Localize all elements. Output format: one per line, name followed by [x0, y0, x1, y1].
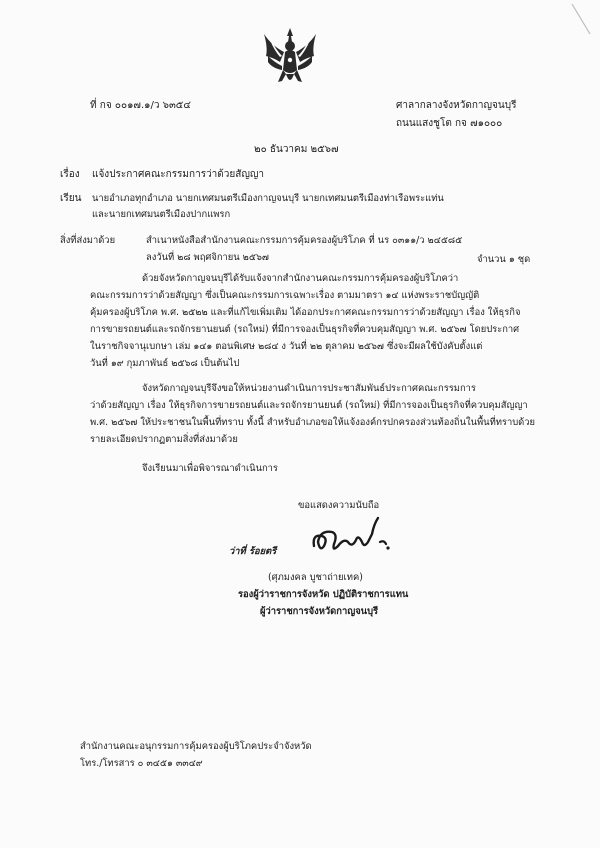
office-address-line2: ถนนแสงชูโต กจ ๗๑๐๐๐ — [396, 118, 503, 129]
enclosure-count: จำนวน ๑ ชุด — [477, 254, 531, 265]
body-para1-line1: ด้วยจังหวัดกาญจนบุรีได้รับแจ้งจากสำนักงานคณะกรรมการคุ้มครองผู้บริโภคว่า — [142, 273, 459, 284]
handwritten-signature — [308, 512, 394, 562]
body-para1-line5: ในราชกิจจานุเบกษา เล่ม ๑๔๑ ตอนพิเศษ ๒๘๔ ง วันที่ ๒๒ ตุลาคม ๒๕๖๗ ซึ่งจะมีผลใช้บังคับตั้งแต่ — [90, 341, 483, 352]
footer-office: สำนักงานคณะอนุกรรมการคุ้มครองผู้บริโภคประจำจังหวัด — [80, 741, 312, 752]
enclosure-label: สิ่งที่ส่งมาด้วย — [60, 235, 116, 246]
body-para2-line3: พ.ศ. ๒๕๖๗ ให้ประชาชนในพื้นที่ทราบ ทั้งนี้ สำหรับอำเภอขอให้แจ้งองค์กรปกครองส่วนท้องถิ่นในพื้นที่ทราบด้วย — [90, 417, 536, 428]
body-para1-line2: คณะกรรมการว่าด้วยสัญญา ซึ่งเป็นคณะกรรมการเฉพาะเรื่อง ตามมาตรา ๑๔ แห่งพระราชบัญญัติ — [90, 290, 480, 301]
body-para1-line3: คุ้มครองผู้บริโภค พ.ศ. ๒๕๒๒ และที่แก้ไขเพิ่มเติม ได้ออกประกาศคณะกรรมการว่าด้วยสัญญา เรื่อง ให้ธุรกิจ — [90, 307, 521, 318]
body-para2-line2: ว่าด้วยสัญญา เรื่อง ให้ธุรกิจการขายรถยนต์และรถจักรยานยนต์ (รถใหม่) ที่มีการจองเป็นธุรกิจที่ควบคุมสัญญา — [90, 400, 528, 411]
body-para2-line4: รายละเอียดปรากฏตามสิ่งที่ส่งมาด้วย — [90, 434, 238, 445]
recipient-line1: นายอำเภอทุกอำเภอ นายกเทศมนตรีเมืองกาญจนบุรี นายกเทศมนตรีเมืองท่าเรือพระแท่น — [92, 193, 444, 204]
document-number: ที่ กจ ๐๐๑๗.๑/ว ๖๓๕๔ — [90, 100, 191, 111]
recipient-label: เรียน — [60, 193, 82, 204]
handwritten-rank-note: ว่าที่ ร้อยตรี — [229, 546, 277, 557]
recipient-line2: และนายกเทศมนตรีเมืองปากแพรก — [92, 209, 231, 220]
letter-date: ๒๐ ธันวาคม ๒๕๖๗ — [254, 144, 339, 155]
enclosure-line1: สำเนาหนังสือสำนักงานคณะกรรมการคุ้มครองผู้บริโภค ที่ นร ๐๓๑๑/ว ๒๔๕๘๕ — [146, 235, 463, 246]
signer-position-line1: รองผู้ว่าราชการจังหวัด ปฏิบัติราชการแทน — [238, 589, 409, 600]
body-para1-line4: การขายรถยนต์และรถจักรยานยนต์ (รถใหม่) ที่มีการจองเป็นธุรกิจที่ควบคุมสัญญา พ.ศ. ๒๕๖๗ โดยประกาศ — [90, 324, 520, 335]
regards-text: ขอแสดงความนับถือ — [298, 500, 380, 511]
subject-label: เรื่อง — [60, 169, 80, 180]
footer-telephone: โทร./โทรสาร ๐ ๓๔๕๑ ๓๓๔๙ — [80, 758, 203, 769]
body-para1-line6: วันที่ ๑๙ กุมภาพันธ์ ๒๕๖๘ เป็นต้นไป — [90, 358, 240, 369]
closing-sentence: จึงเรียนมาเพื่อพิจารณาดำเนินการ — [142, 463, 278, 474]
subject-text: แจ้งประกาศคณะกรรมการว่าด้วยสัญญา — [92, 169, 265, 180]
signer-position-line2: ผู้ว่าราชการจังหวัดกาญจนบุรี — [260, 606, 379, 617]
body-para2-line1: จังหวัดกาญจนบุรีจึงขอให้หน่วยงานดำเนินการประชาสัมพันธ์ประกาศคณะกรรมการ — [142, 383, 476, 394]
garuda-emblem-icon — [262, 26, 318, 88]
enclosure-line2: ลงวันที่ ๒๘ พฤศจิกายน ๒๕๖๗ — [146, 252, 269, 263]
office-address-line1: ศาลากลางจังหวัดกาญจนบุรี — [396, 100, 517, 111]
signer-name: (ศุภมงคล บูชาถ่ายเทค) — [268, 572, 363, 583]
corner-mark — [570, 2, 592, 36]
